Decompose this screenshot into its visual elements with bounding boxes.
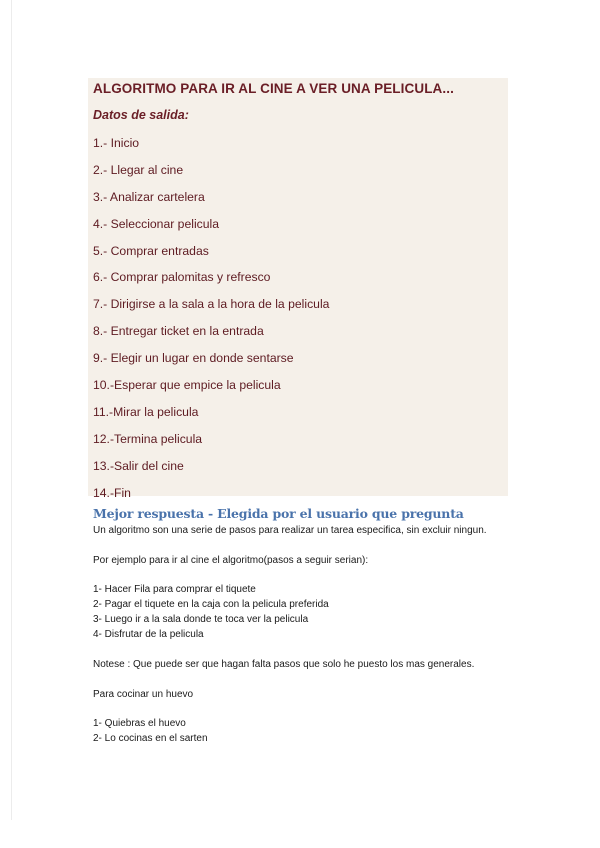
step-item: 12.-Termina pelicula [93, 431, 203, 446]
step-item: 5.- Comprar entradas [93, 243, 209, 258]
step-item: 6.- Comprar palomitas y refresco [93, 270, 271, 285]
step-item: 7.- Dirigirse a la sala a la hora de la pelicula [93, 297, 330, 312]
answer-note: Notese : Que puede ser que hagan falta pasos que solo he puesto los mas generales. [93, 659, 475, 671]
step-item: 1.- Inicio [93, 136, 140, 150]
output-data-subtitle: Datos de salida: [93, 108, 189, 122]
page-edge-line [11, 0, 12, 820]
step-item: 13.-Salir del cine [93, 458, 184, 473]
blank-line [93, 642, 513, 657]
blank-line [93, 672, 513, 687]
blank-line [93, 702, 513, 717]
example-intro: Por ejemplo para ir al cine el algoritmo(pasos a seguir serian): [93, 554, 369, 566]
egg-step: 2- Lo cocinas en el sarten [93, 733, 208, 745]
step-item: 14.-Fin [93, 485, 131, 500]
step-item: 4.- Seleccionar pelicula [93, 216, 220, 231]
answer-body [93, 523, 513, 746]
step-item: 3.- Analizar cartelera [93, 189, 205, 204]
step-item: 11.-Mirar la pelicula [93, 404, 199, 419]
cinema-step: 4- Disfrutar de la pelicula [93, 629, 204, 641]
egg-step: 1- Quiebras el huevo [93, 718, 186, 730]
step-item: 10.-Esperar que empice la pelicula [93, 378, 281, 393]
cinema-step: 1- Hacer Fila para comprar el tiquete [93, 584, 256, 596]
answer-intro: Un algoritmo son una serie de pasos para realizar un tarea especifica, sin excluir ningun. [93, 525, 487, 536]
best-answer-heading: Mejor respuesta - Elegida por el usuario que pregunta [93, 506, 464, 521]
step-item: 8.- Entregar ticket en la entrada [93, 324, 264, 339]
step-item: 2.- Llegar al cine [93, 162, 184, 177]
blank-line [93, 568, 513, 583]
document-title: ALGORITMO PARA IR AL CINE A VER UNA PELICULA... [93, 81, 454, 96]
blank-line [93, 538, 513, 553]
algorithm-steps-list [93, 135, 329, 511]
egg-intro: Para cocinar un huevo [93, 688, 194, 700]
step-item: 9.- Elegir un lugar en donde sentarse [93, 351, 294, 366]
cinema-step: 2- Pagar el tiquete en la caja con la pelicula preferida [93, 599, 329, 611]
cinema-step: 3- Luego ir a la sala donde te toca ver la pelicula [93, 614, 309, 626]
